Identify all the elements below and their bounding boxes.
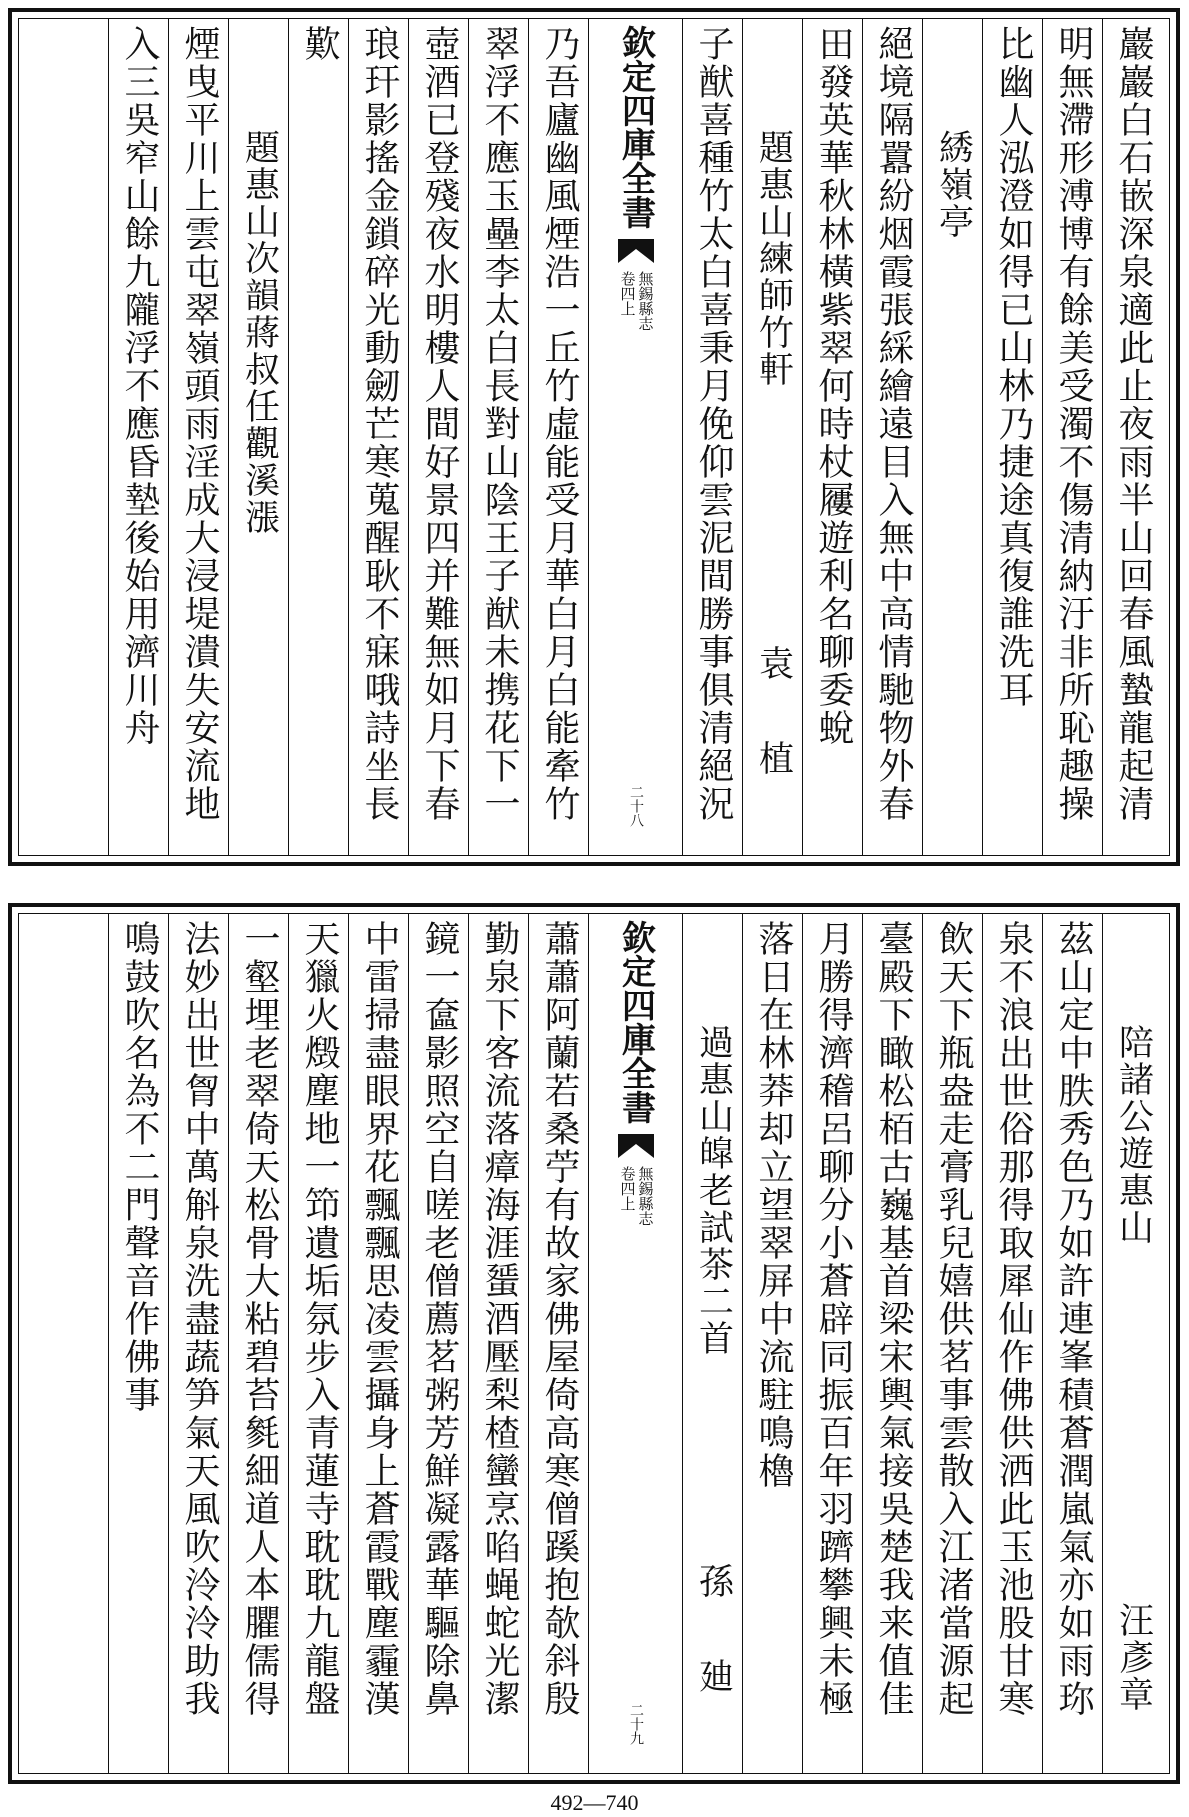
- text-column: [348, 914, 409, 1773]
- text-column: [408, 914, 469, 1773]
- text-column: [528, 19, 589, 855]
- lower-page-frame: [18, 913, 1170, 1774]
- volume-label: 卷四上: [618, 271, 637, 316]
- lower-page: [8, 903, 1180, 1784]
- text-column: [348, 19, 409, 855]
- book-title: 欽定四庫全書: [615, 920, 656, 1124]
- column-text: 煙曳平川上雲屯翠嶺頭雨淫成大浸堤潰失安流地: [179, 25, 220, 823]
- book-title: 欽定四庫全書: [615, 25, 656, 229]
- text-column: [862, 19, 923, 855]
- folio-number: 二十八: [628, 785, 644, 827]
- fish-tail-mark-icon: [616, 237, 656, 265]
- blank-column: [19, 914, 108, 1773]
- text-column: [742, 914, 803, 1773]
- poem-title: 綉嶺亭: [933, 129, 974, 240]
- poem-title: 陪諸公遊惠山: [1113, 1024, 1154, 1246]
- poem-title-column: [1102, 914, 1163, 1773]
- author-name: 汪彥章: [1113, 1602, 1154, 1713]
- text-column: [1042, 914, 1103, 1773]
- text-column: [982, 914, 1043, 1773]
- poem-title-column: [922, 19, 983, 855]
- fish-tail-mark-icon: [616, 1132, 656, 1160]
- text-column: [862, 914, 923, 1773]
- column-text: 乃吾廬幽風煙浩一丘竹虛能受月華白月白能牽竹: [539, 25, 580, 823]
- center-banner: [588, 19, 683, 855]
- column-text: 蕭蕭阿蘭若桑苧有故家佛屋倚高寒僧蹊抱欹斜殷: [539, 920, 580, 1718]
- column-text: 翠浮不應玉壘李太白長對山陰王子猷未携花下一: [479, 25, 520, 823]
- column-text: 巖巖白石嵌深泉適此止夜雨半山回春風蟄龍起清: [1113, 25, 1154, 823]
- banner-subtitle: [620, 1166, 653, 1226]
- column-text: 勤泉下客流落瘴海涯蜑酒壓梨楂蠻烹啗蝇蛇光潔: [479, 920, 520, 1718]
- text-column: [468, 19, 529, 855]
- column-text: 一壑埋老翠倚天松骨大粘碧苔毿細道人本臞儒得: [239, 920, 280, 1718]
- column-text: 子猷喜種竹太白喜秉月俛仰雲泥間勝事俱清絕況: [693, 25, 734, 823]
- text-column: [802, 914, 863, 1773]
- text-column: [922, 914, 983, 1773]
- column-text: 臺殿下瞰松栢古巍基首梁宋輿氣接吳楚我来值佳: [873, 920, 914, 1718]
- author-name: 孫 廸: [693, 1563, 734, 1703]
- center-banner: [588, 914, 683, 1773]
- author-name: 袁 植: [753, 645, 794, 785]
- text-column: [168, 914, 229, 1773]
- column-text: 茲山定中胅秀色乃如許連峯積蒼潤嵐氣亦如雨珎: [1053, 920, 1094, 1718]
- page-number: 492—740: [550, 1790, 639, 1815]
- blank-column: [19, 19, 108, 855]
- column-text: 比幽人泓澄如得已山林乃捷途真復誰洗耳: [993, 25, 1034, 709]
- text-column: [528, 914, 589, 1773]
- column-text: 琅玕影搖金鎖碎光動劒芒寒蒐醒耿不寐哦詩坐長: [359, 25, 400, 823]
- text-column: [982, 19, 1043, 855]
- column-text: 飲天下瓶盎走膏乳兒嬉供茗事雲散入江渚當源起: [933, 920, 974, 1718]
- column-text: 明無滯形溥博有餘美受濁不傷清納汙非所恥趣操: [1053, 25, 1094, 823]
- column-text: 月勝得濟稽呂聊分小蒼辟同振百年羽躋攀興未極: [813, 920, 854, 1718]
- column-text: 絕境隔囂紛烟霞張綵繪遠目入無中高情馳物外春: [873, 25, 914, 823]
- text-column: [288, 19, 349, 855]
- column-text: 壺酒已登殘夜水明樓人間好景四并難無如月下春: [419, 25, 460, 823]
- text-column: [682, 19, 743, 855]
- poem-title-column: [682, 914, 743, 1773]
- poem-title-column: [228, 19, 289, 855]
- county-gazetteer-label: 無錫縣志: [636, 1166, 655, 1226]
- column-text: 田發英華秋林橫紫翠何時杖屨遊利名聊委蛻: [813, 25, 854, 747]
- column-text: 入三吳窄山餘九隴浮不應昏墊後始用濟川舟: [119, 25, 160, 747]
- column-text: 鳴鼓吹名為不二門聲音作佛事: [119, 920, 160, 1414]
- text-column: [108, 19, 169, 855]
- text-column: [168, 19, 229, 855]
- text-column: [802, 19, 863, 855]
- text-column: [108, 914, 169, 1773]
- text-column: [408, 19, 469, 855]
- column-text: 中雷掃盡眼界花飄飄思凌雲攝身上蒼霞戰塵霾漢: [359, 920, 400, 1718]
- column-text: 泉不浪出世俗那得取犀仙作佛供洒此玉池股甘寒: [993, 920, 1034, 1718]
- poem-title-column: [742, 19, 803, 855]
- text-column: [288, 914, 349, 1773]
- column-text: 落日在林莽却立望翠屏中流駐鳴櫓: [753, 920, 794, 1490]
- text-column: [228, 914, 289, 1773]
- poem-title: 過惠山皡老試茶二首: [693, 1024, 734, 1357]
- column-text: 鏡一奩影照空自嗟老僧薦茗粥芳鮮凝露華驅除鼻: [419, 920, 460, 1718]
- folio-number: 二十九: [628, 1703, 644, 1745]
- upper-page-frame: [18, 18, 1170, 856]
- upper-page: [8, 8, 1180, 866]
- text-column: [1102, 19, 1163, 855]
- banner-subtitle: [620, 271, 653, 331]
- text-column: [468, 914, 529, 1773]
- text-column: [1042, 19, 1103, 855]
- column-text: 法妙出世胷中萬斛泉洗盡蔬笋氣天風吹泠泠助我: [179, 920, 220, 1718]
- poem-title: 題惠山次韻蔣叔任觀溪漲: [239, 129, 280, 536]
- volume-label: 卷四上: [618, 1166, 637, 1211]
- column-text: 天獵火燬塵地一笻遺垢氛步入青蓮寺耽耽九龍盤: [299, 920, 340, 1718]
- column-text: 歎: [299, 25, 340, 63]
- poem-title: 題惠山練師竹軒: [753, 129, 794, 388]
- county-gazetteer-label: 無錫縣志: [636, 271, 655, 331]
